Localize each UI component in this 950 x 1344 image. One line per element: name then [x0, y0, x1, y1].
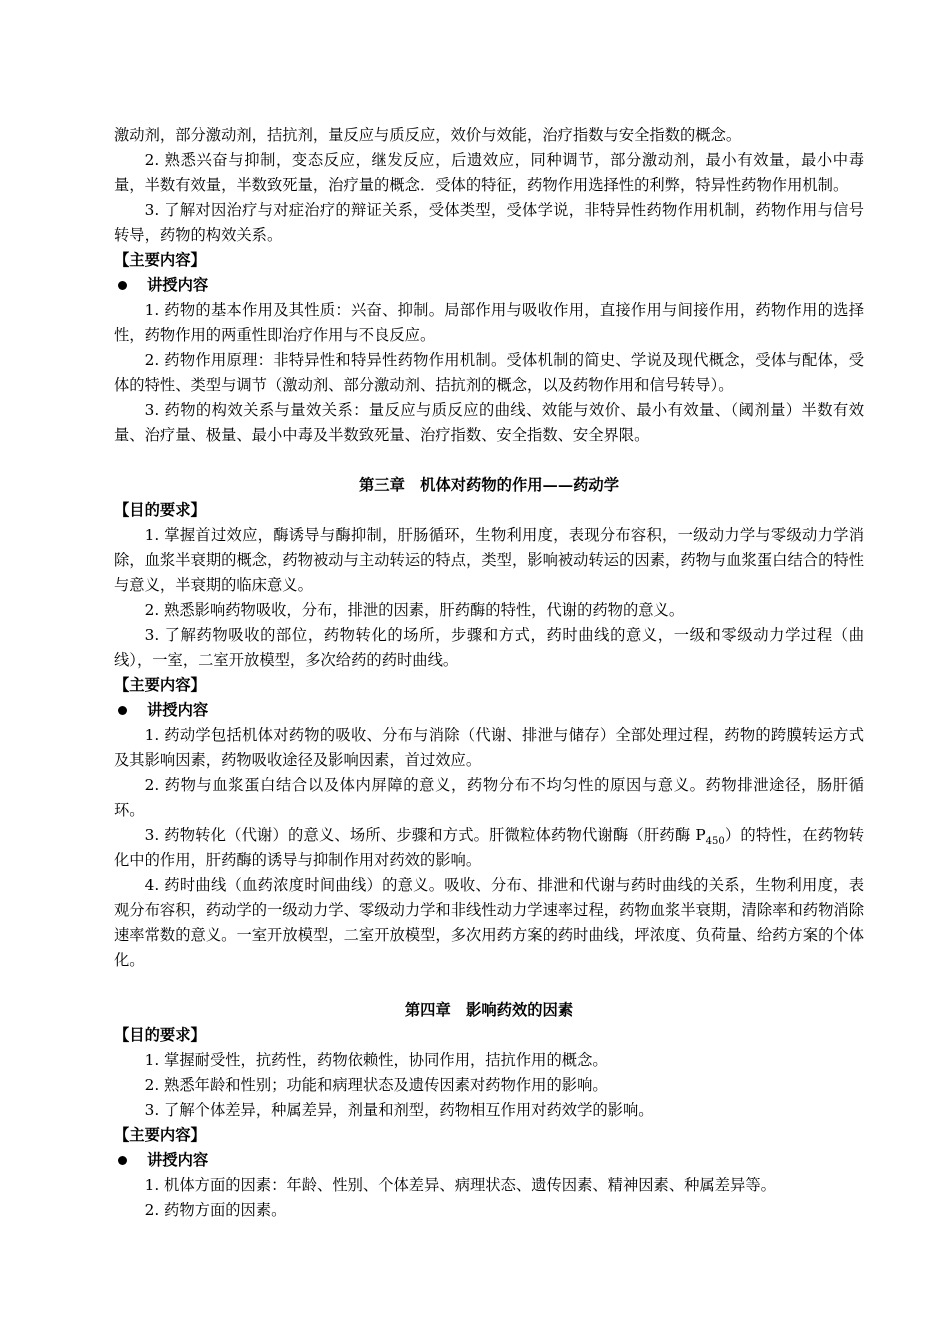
- subscript: 450: [705, 836, 725, 848]
- bullet-heading: [114, 1148, 864, 1173]
- bullet-label: 讲授内容: [147, 276, 209, 294]
- lecture-text: ）的特性，在药物转化中的作用，肝药酶的诱导与抑制作用对药效的影响。: [114, 826, 864, 869]
- spacer: [114, 448, 864, 473]
- lecture-item: 4. 药时曲线（血药浓度时间曲线）的意义。吸收、分布、排泄和代谢与药时曲线的关系，生物利用度，表观分布容积，药动学的一级动力学、零级动力学和非线性动力学速率过程，药物血浆半衰期，清除率和药物消除速率常数的意义。一室开放模型，二室开放模型，多次用药方案的药时曲线，坪浓度、负荷量、给药方案的个体化。: [114, 876, 864, 969]
- lecture-item: 1. 药动学包括机体对药物的吸收、分布与消除（代谢、排泄与储存）全部处理过程，药物的跨膜转运方式及其影响因素，药物吸收途径及影响因素，首过效应。: [114, 726, 864, 769]
- bullet-label: 讲授内容: [147, 1151, 209, 1169]
- goal-item: 1. 掌握首过效应，酶诱导与酶抑制，肝肠循环，生物利用度，表现分布容积，一级动力学与零级动力学消除，血浆半衰期的概念，药物被动与主动转运的特点，类型，影响被动转运的因素，药物与血浆蛋白结合的特性与意义，半衰期的临床意义。: [114, 526, 864, 594]
- goal-item: 1. 掌握耐受性，抗药性，药物依赖性，协同作用，拮抗作用的概念。: [144, 1051, 608, 1069]
- chapter-title: 第三章 机体对药物的作用——药动学: [358, 476, 620, 494]
- bullet-heading: [114, 273, 864, 298]
- lecture-item: 1. 机体方面的因素：年龄、性别、个体差异、病理状态、遗传因素、精神因素、种属差异等。: [144, 1176, 776, 1194]
- goal-item: 3. 了解个体差异，种属差异，剂量和剂型，药物相互作用对药效学的影响。: [144, 1101, 654, 1119]
- goal-item: 2. 熟悉年龄和性别；功能和病理状态及遗传因素对药物作用的影响。: [144, 1076, 608, 1094]
- bullet-icon: [118, 706, 127, 715]
- goal-item: 2. 熟悉影响药物吸收，分布，排泄的因素，肝药酶的特性，代谢的药物的意义。: [144, 601, 685, 619]
- lecture-item: 2. 药物方面的因素。: [144, 1201, 287, 1219]
- document-body: [114, 123, 864, 1223]
- section-heading: 【主要内容】: [114, 251, 206, 269]
- goal-item: 2. 熟悉兴奋与抑制，变态反应，继发反应，后遗效应，同种调节，部分激动剂，最小有效量，最小中毒量，半数有效量，半数致死量，治疗量的概念．受体的特征，药物作用选择性的利弊，特异性药物作用机制。: [114, 151, 864, 194]
- bullet-icon: [118, 1156, 127, 1165]
- goal-item: 3. 了解药物吸收的部位，药物转化的场所，步骤和方式，药时曲线的意义，一级和零级动力学过程（曲线），一室，二室开放模型，多次给药的药时曲线。: [114, 626, 864, 669]
- chapter-title: 第四章 影响药效的因素: [404, 1001, 574, 1019]
- bullet-label: 讲授内容: [147, 701, 209, 719]
- bullet-icon: [118, 281, 127, 290]
- lecture-text: 3. 药物转化（代谢）的意义、场所、步骤和方式。肝微粒体药物代谢酶（肝药酶 P: [144, 826, 706, 844]
- paragraph: 激动剂，部分激动剂，拮抗剂，量反应与质反应，效价与效能，治疗指数与安全指数的概念。: [114, 126, 742, 144]
- lecture-item: [114, 823, 864, 873]
- bullet-heading: [114, 698, 864, 723]
- lecture-item: 2. 药物作用原理：非特异性和特异性药物作用机制。受体机制的简史、学说及现代概念，受体与配体，受体的特性、类型与调节（激动剂、部分激动剂、拮抗剂的概念，以及药物作用和信号转导）。: [114, 351, 864, 394]
- spacer: [114, 973, 864, 998]
- lecture-item: 1. 药物的基本作用及其性质：兴奋、抑制。局部作用与吸收作用，直接作用与间接作用，药物作用的选择性，药物作用的两重性即治疗作用与不良反应。: [114, 301, 864, 344]
- section-heading: 【主要内容】: [114, 676, 206, 694]
- lecture-item: 3. 药物的构效关系与量效关系：量反应与质反应的曲线、效能与效价、最小有效量、（阈剂量）半数有效量、治疗量、极量、最小中毒及半数致死量、治疗指数、安全指数、安全界限。: [114, 401, 864, 444]
- section-heading: 【主要内容】: [114, 1126, 206, 1144]
- lecture-item: 2. 药物与血浆蛋白结合以及体内屏障的意义，药物分布不均匀性的原因与意义。药物排泄途径，肠肝循环。: [114, 776, 864, 819]
- goal-item: 3. 了解对因治疗与对症治疗的辩证关系，受体类型，受体学说，非特异性药物作用机制，药物作用与信号转导，药物的构效关系。: [114, 201, 864, 244]
- section-heading: 【目的要求】: [114, 501, 206, 519]
- section-heading: 【目的要求】: [114, 1026, 206, 1044]
